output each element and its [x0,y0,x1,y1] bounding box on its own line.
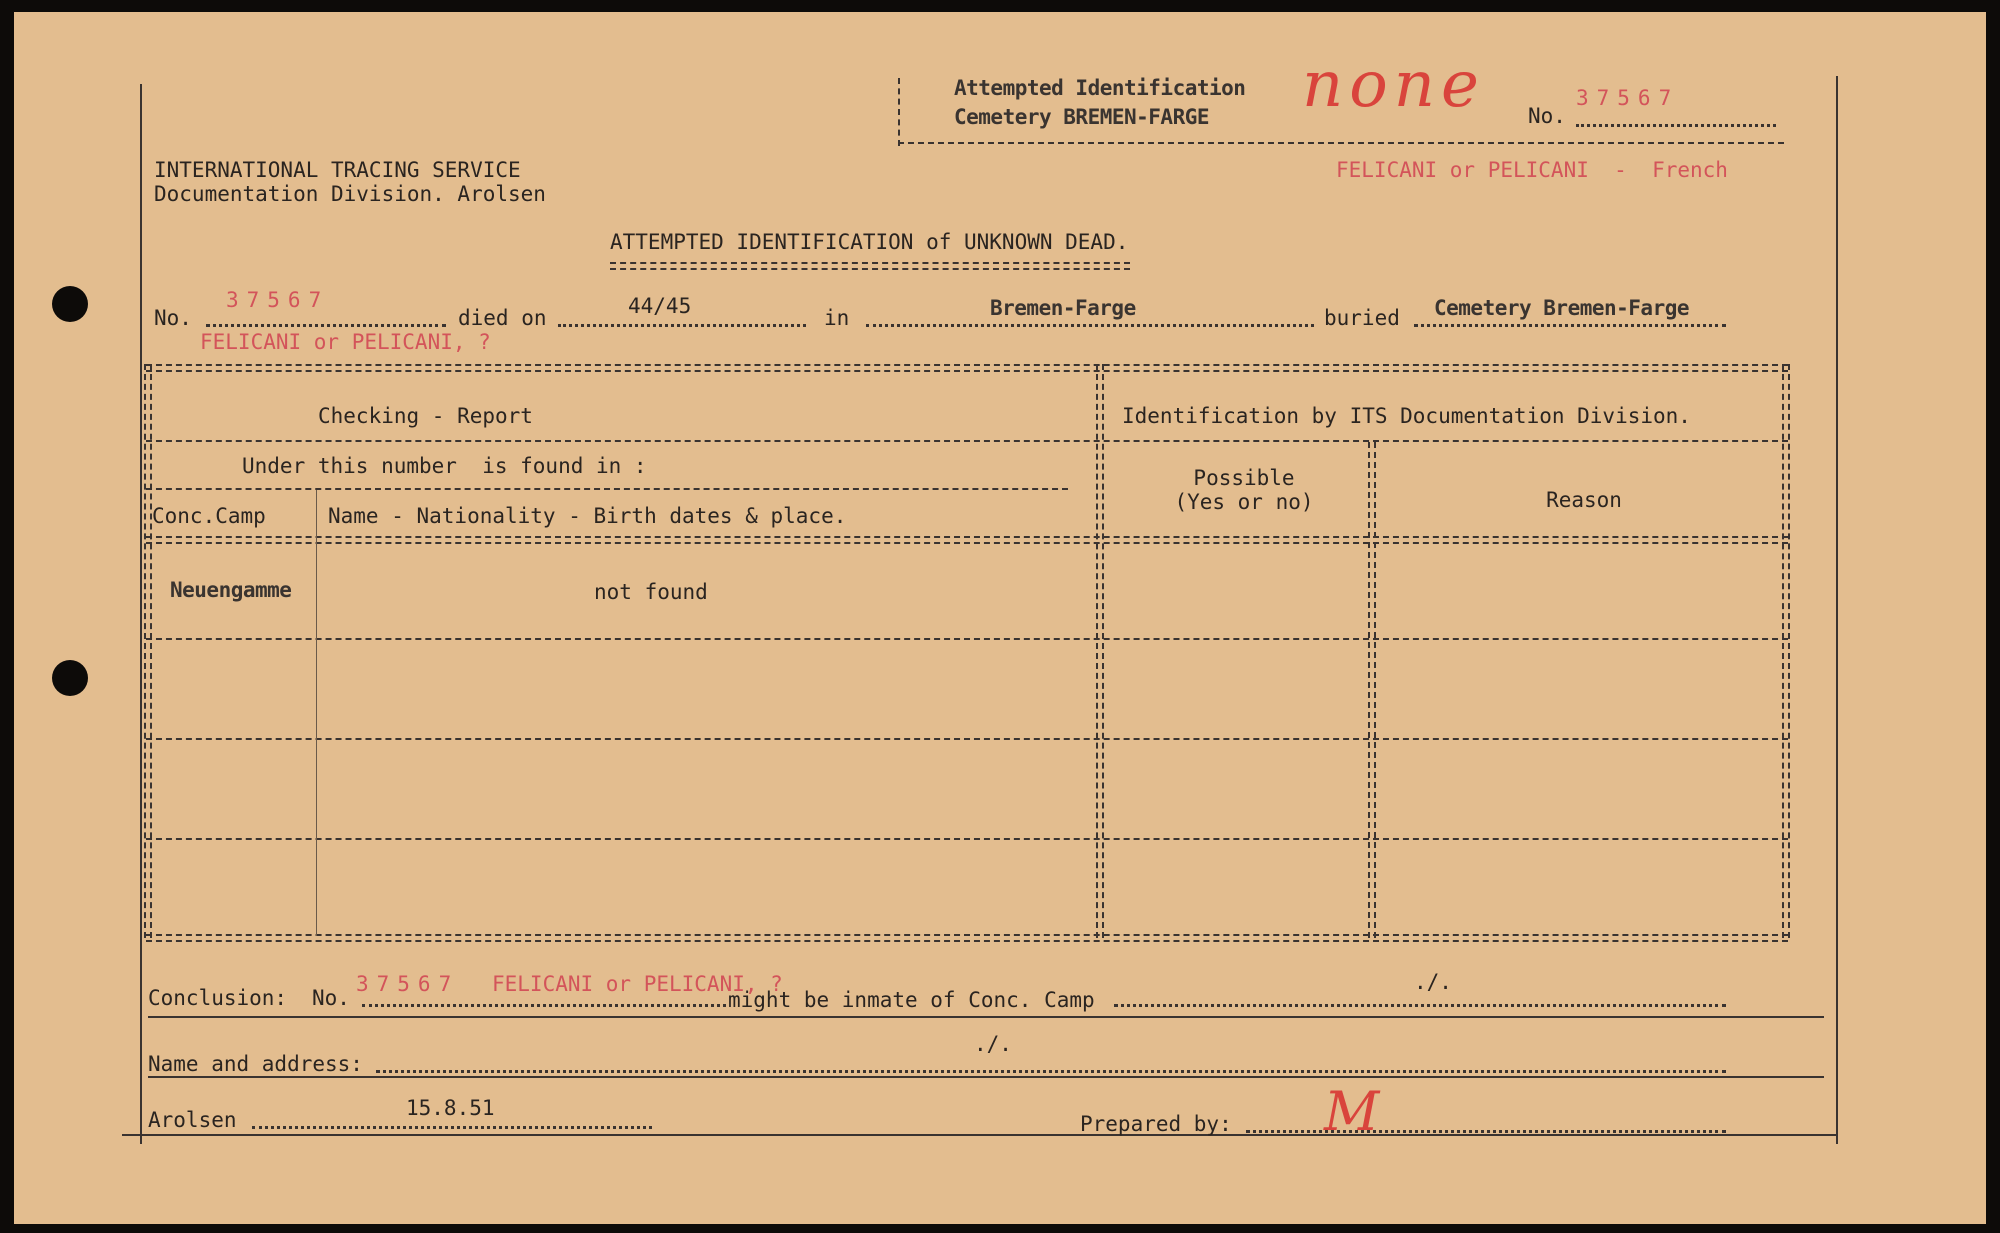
record-name-note: FELICANI or PELICANI, ? [200,330,491,354]
subheader-bottom-line [146,488,1068,490]
stamp-box-left-edge [898,78,900,146]
name-address-value: ./. [974,1032,1012,1056]
camp-name-divider [316,490,317,936]
conclusion-names: FELICANI or PELICANI, ? [492,972,783,996]
footer-date-value: 15.8.51 [406,1096,495,1120]
stamp-box-bottom-edge [898,142,1784,144]
org-line-1: INTERNATIONAL TRACING SERVICE [154,158,521,182]
table-middle-divider [1096,364,1104,938]
punch-hole-bottom [52,660,88,696]
in-value: Bremen-Farge [990,296,1136,320]
row-3-bottom-line [146,838,1788,840]
conclusion-rule [148,1016,1824,1018]
conclusion-camp-dots [1114,1004,1726,1007]
col-possible-line-1: Possible [1193,466,1295,490]
table-right-border [1782,364,1790,938]
prepared-by-initial: M [1324,1080,1380,1143]
record-no-label: No. [154,306,192,330]
stamp-line-1: Attempted Identification [954,76,1246,100]
record-no-dots [206,324,446,327]
index-card [14,12,1986,1224]
header-bottom-line [146,440,1788,442]
table-bottom-border [146,934,1788,942]
col-name: Name - Nationality - Birth dates & place. [328,504,847,528]
form-title: ATTEMPTED IDENTIFICATION of UNKNOWN DEAD. [610,230,1129,254]
stamp-line-2: Cemetery BREMEN-FARGE [954,105,1210,129]
conclusion-label: Conclusion: [148,986,288,1010]
buried-dots [1414,324,1726,327]
table-row-1-camp: Neuengamme [170,578,292,602]
org-line-2: Documentation Division. Arolsen [154,182,546,206]
row-2-bottom-line [146,738,1788,740]
died-value: 44/45 [628,294,692,318]
row-1-bottom-line [146,638,1788,640]
conclusion-camp-value: ./. [1414,970,1452,994]
col-reason: Reason [1546,488,1622,512]
conclusion-no-label: No. [312,986,350,1010]
name-address-label: Name and address: [148,1052,363,1076]
punch-hole-top [52,286,88,322]
conclusion-middle: might be inmate of Conc. Camp [728,988,1095,1012]
prepared-by-label: Prepared by: [1080,1112,1232,1136]
frame-right-line [1836,76,1838,1144]
header-no-value: 37567 [1576,86,1680,110]
conclusion-no-dots [362,1004,726,1007]
record-no-value: 37567 [226,288,330,312]
in-label: in [824,306,850,330]
frame-bottom-line [122,1134,1838,1136]
died-label: died on [458,306,547,330]
in-dots [866,324,1314,327]
name-address-dots [376,1070,1726,1073]
died-dots [558,324,806,327]
table-top-border [146,364,1788,372]
subheader: Under this number is found in : [242,454,647,478]
left-header: Checking - Report [318,404,533,428]
name-address-rule [148,1076,1824,1078]
names-top-right: FELICANI or PELICANI - French [1336,158,1728,182]
right-header: Identification by ITS Documentation Division. [1122,404,1691,428]
possible-reason-divider [1368,442,1376,938]
frame-left-line [140,84,142,1144]
header-no-dots [1576,124,1776,127]
col-camp: Conc.Camp [152,504,266,528]
buried-value: Cemetery Bremen-Farge [1434,296,1690,320]
col-possible-line-2: (Yes or no) [1174,490,1314,514]
colheader-bottom-line [146,536,1788,544]
table-left-border [144,364,152,938]
handwritten-none: none [1302,48,1485,122]
conclusion-no-value: 37567 [356,972,460,996]
header-no-label: No. [1528,104,1566,128]
footer-place-label: Arolsen [148,1108,237,1132]
buried-label: buried [1324,306,1400,330]
table-row-1-name: not found [594,580,708,604]
footer-date-dots [252,1126,652,1129]
title-underline [610,262,1130,270]
prepared-by-dots [1246,1130,1726,1133]
